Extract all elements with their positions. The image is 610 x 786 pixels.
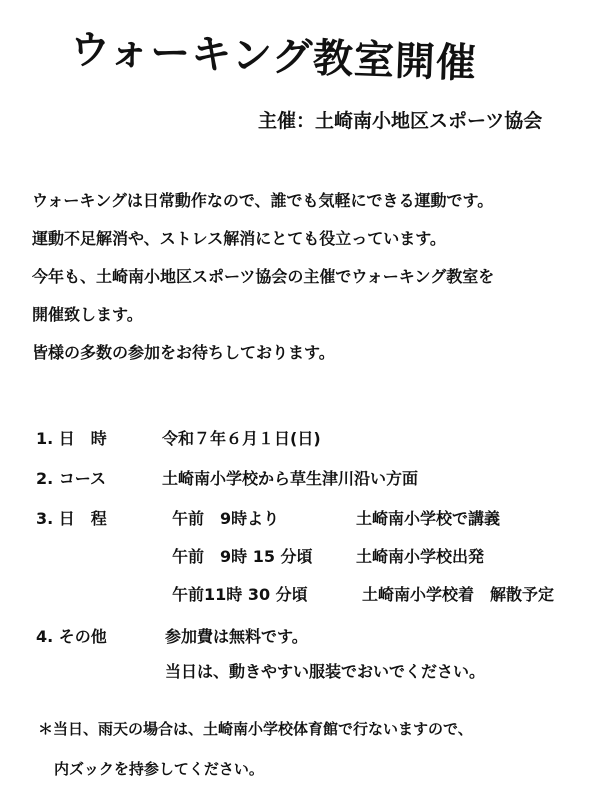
schedule-label: 3. 日 程 xyxy=(36,509,107,528)
schedule-time: 午前 9時 15 分頃 xyxy=(172,547,313,566)
intro-line: 運動不足解消や、ストレス解消にとても役立っています。 xyxy=(32,229,446,248)
organizer: 主催：土崎南小地区スポーツ協会 xyxy=(258,110,543,132)
other-label: 4. その他 xyxy=(36,627,107,646)
other-line: 参加費は無料です。 xyxy=(165,627,308,646)
course-label: 2. コース xyxy=(36,469,106,488)
intro-line: 開催致します。 xyxy=(32,305,143,324)
page-title: ウォーキング教室開催 xyxy=(69,27,478,88)
schedule-time: 午前11時 30 分頃 xyxy=(172,585,308,604)
footnote-line: ＊当日、雨天の場合は、土崎南小学校体育館で行ないますので、 xyxy=(38,720,473,738)
schedule-time: 午前 9時より xyxy=(172,509,280,528)
schedule-event: 土崎南小学校出発 xyxy=(356,547,485,566)
datetime-label: 1. 日 時 xyxy=(36,429,107,448)
intro-line: 皆様の多数の参加をお待ちしております。 xyxy=(32,343,335,362)
schedule-event: 土崎南小学校着 解散予定 xyxy=(362,585,555,604)
footnote-line: 内ズックを持参してください。 xyxy=(54,760,264,778)
intro-line: ウォーキングは日常動作なので、誰でも気軽にできる運動です。 xyxy=(32,191,494,210)
course-value: 土崎南小学校から草生津川沿い方面 xyxy=(162,469,419,488)
schedule-event: 土崎南小学校で講義 xyxy=(356,509,501,528)
datetime-value: 令和７年６月１日(日) xyxy=(162,429,321,448)
other-line: 当日は、動きやすい服装でおいでください。 xyxy=(165,662,486,681)
intro-line: 今年も、土崎南小地区スポーツ協会の主催でウォーキング教室を xyxy=(32,267,495,286)
